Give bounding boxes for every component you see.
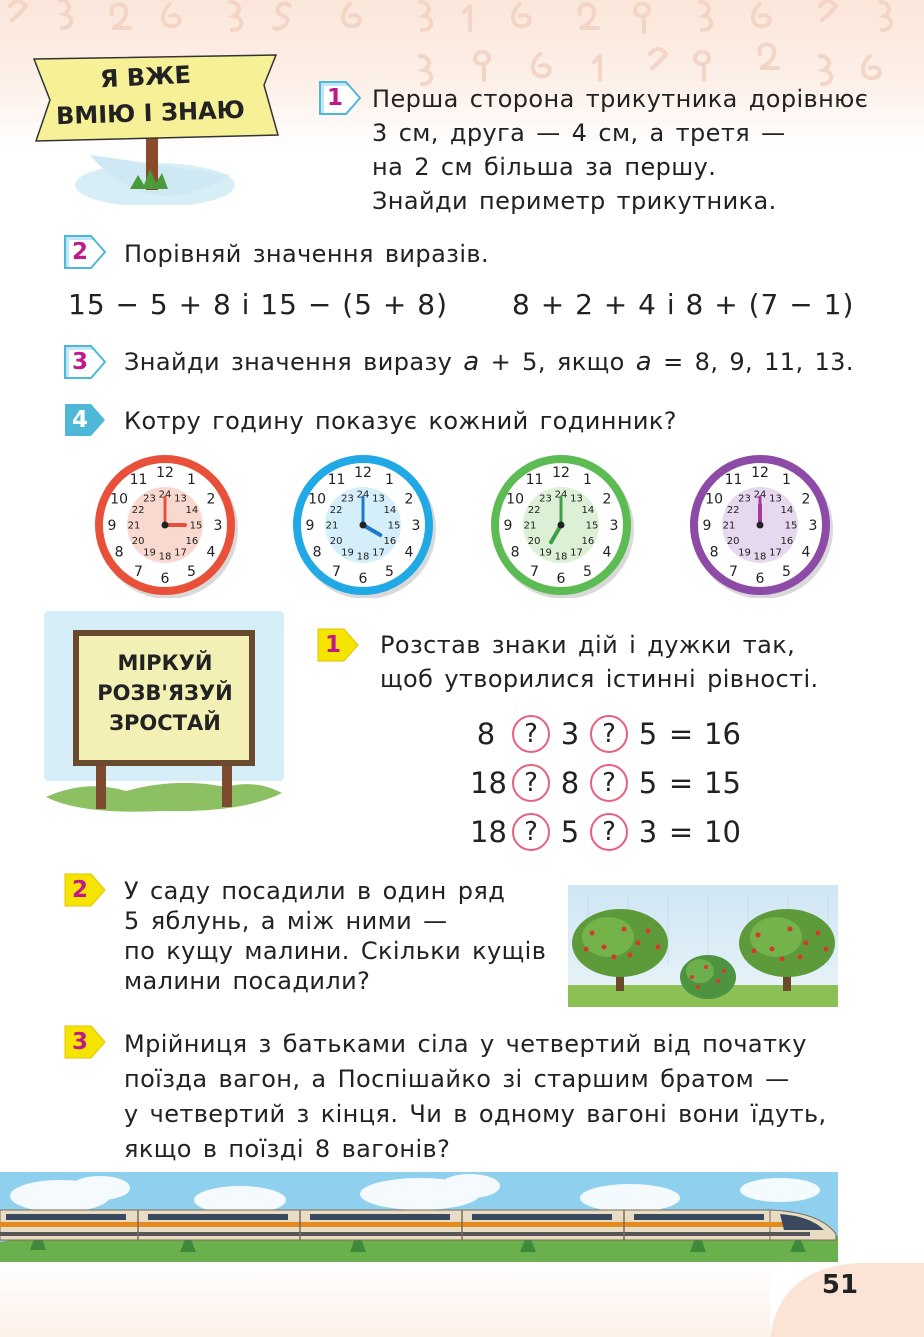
operator-blank[interactable]: ? (512, 715, 550, 753)
operator-blank[interactable]: ? (590, 715, 628, 753)
page-number: 51 (821, 1270, 859, 1300)
clock-24h-label: 18 (554, 551, 568, 563)
clock-24h-label: 22 (329, 505, 343, 516)
clock-24h-label: 15 (585, 520, 599, 532)
clock-hour-label: 8 (709, 544, 719, 561)
clock-24h-label: 23 (738, 493, 751, 505)
clock-hour-label: 4 (602, 544, 612, 561)
clock-24h-label: 20 (329, 536, 343, 547)
clock-24h-label: 23 (539, 493, 552, 505)
eq-number: 8 (560, 766, 580, 800)
clock-24h-label: 20 (726, 536, 740, 547)
clock-24h-label: 19 (738, 547, 751, 559)
task-badge-4a (63, 400, 109, 440)
text-line: 5 яблунь, а між ними — (124, 907, 448, 935)
expression-left: 15 − 5 + 8 і 15 − (5 + 8) (68, 288, 448, 321)
clock-24h-label: 14 (780, 505, 794, 516)
task-1a-text (372, 82, 872, 218)
clock-hour-label: 12 (156, 465, 174, 481)
clock-hour-label: 11 (525, 472, 544, 489)
clock-center-pin (162, 522, 169, 529)
clock-hour-label: 3 (213, 518, 223, 534)
badge-number: 4 (71, 407, 88, 433)
footer-band (0, 1262, 770, 1337)
eq-number: 18 (470, 766, 507, 800)
text-line: 3 см, друга — 4 см, а третя — (372, 119, 786, 147)
equals-sign: = (668, 815, 694, 849)
clock-24h-label: 21 (325, 520, 339, 532)
variable-a: a (463, 347, 480, 377)
text-line: якщо в поїзді 8 вагонів? (124, 1135, 451, 1163)
clock-1 (92, 452, 238, 602)
clock-hour-label: 4 (801, 544, 811, 561)
sign-line-1: МІРКУЙ (117, 651, 213, 675)
sign-i-know (20, 45, 290, 205)
equals-sign: = (668, 766, 694, 800)
task-badge-1a (318, 78, 364, 118)
clock-24h-label: 24 (753, 489, 767, 501)
clock-hour-label: 5 (385, 563, 394, 580)
clock-24h-label: 15 (189, 520, 203, 532)
clock-hour-label: 8 (312, 544, 322, 561)
text-line: поїзда вагон, а Поспішайко зі старшим братом — (124, 1065, 790, 1093)
clock-hour-label: 7 (530, 563, 539, 580)
clock-hour-label: 11 (129, 472, 148, 489)
task-badge-1b (316, 625, 362, 665)
operator-blank[interactable]: ? (512, 764, 550, 802)
task-badge-3b (63, 1022, 109, 1062)
text-line: малини посадили? (124, 967, 371, 995)
task-badge-2a (63, 232, 109, 272)
clock-hour-label: 4 (206, 544, 216, 561)
badge-number: 3 (71, 349, 88, 375)
clock-hour-label: 1 (782, 472, 791, 489)
text-line: по кущу малини. Скільки кущів (124, 937, 547, 965)
sign-line-2: ВМІЮ І ЗНАЮ (55, 95, 246, 131)
equals-sign: = (668, 717, 694, 751)
text-line: У саду посадили в один ряд (124, 877, 506, 905)
clock-hour-label: 2 (404, 491, 414, 508)
clock-hour-label: 9 (305, 518, 315, 534)
clock-24h-label: 19 (341, 547, 354, 559)
clock-24h-label: 17 (769, 547, 782, 559)
equation-row (470, 715, 741, 753)
clock-hour-label: 8 (510, 544, 520, 561)
clock-24h-label: 22 (726, 505, 740, 516)
sign-line-3: ЗРОСТАЙ (109, 711, 221, 735)
text-part: Знайди значення виразу (124, 348, 464, 376)
clock-center-pin (558, 522, 565, 529)
clock-24h-label: 18 (753, 551, 767, 563)
clock-hour-label: 7 (332, 563, 341, 580)
text-part: + 5, якщо (479, 348, 636, 376)
operator-blank[interactable]: ? (590, 764, 628, 802)
sign-line-2: РОЗВ'ЯЗУЙ (97, 681, 233, 705)
clock-hour-label: 8 (114, 544, 124, 561)
clock-hour-label: 11 (724, 472, 743, 489)
clock-hour-label: 2 (206, 491, 216, 508)
clock-hour-label: 1 (385, 472, 394, 489)
clock-hour-label: 5 (782, 563, 791, 580)
task-2a-text: Порівняй значення виразів. (124, 240, 489, 268)
clock-hour-label: 9 (503, 518, 513, 534)
clock-hour-label: 3 (609, 518, 619, 534)
clock-face (290, 452, 436, 598)
task-badge-3a (63, 342, 109, 382)
task-3a-text (124, 345, 854, 379)
text-line: Знайди периметр трикутника. (372, 187, 777, 215)
clock-4 (687, 452, 833, 602)
clock-hour-label: 1 (583, 472, 592, 489)
clock-hour-label: 11 (327, 472, 346, 489)
clock-hour-label: 4 (404, 544, 414, 561)
clock-24h-label: 22 (527, 505, 541, 516)
clock-24h-label: 13 (769, 493, 782, 505)
sign-line-1: Я ВЖЕ (99, 60, 192, 94)
clock-24h-label: 23 (143, 493, 156, 505)
clock-2 (290, 452, 436, 602)
clock-24h-label: 17 (570, 547, 583, 559)
task-4a-text: Котру годину показує кожний годинник? (124, 407, 677, 435)
clock-hour-label: 6 (755, 571, 765, 587)
clock-24h-label: 16 (581, 536, 595, 547)
clock-hour-label: 6 (556, 571, 566, 587)
clock-face (92, 452, 238, 598)
operator-blank[interactable]: ? (590, 813, 628, 851)
clock-24h-label: 21 (127, 520, 141, 532)
task-2b-text (124, 876, 546, 996)
badge-number: 1 (324, 632, 341, 658)
clock-hour-label: 5 (187, 563, 196, 580)
clock-24h-label: 16 (185, 536, 199, 547)
clock-24h-label: 18 (158, 551, 172, 563)
text-line: Мрійниця з батьками сіла у четвертий від початку (124, 1030, 807, 1058)
text-line: щоб утворилися істинні рівності. (380, 665, 819, 693)
clock-24h-label: 20 (527, 536, 541, 547)
clock-hour-label: 2 (801, 491, 811, 508)
clock-24h-label: 16 (383, 536, 397, 547)
text-part: = 8, 9, 11, 13. (652, 348, 854, 376)
clock-24h-label: 15 (387, 520, 401, 532)
task-badge-2b (63, 870, 109, 910)
clock-hour-label: 9 (107, 518, 117, 534)
eq-result: 10 (704, 815, 741, 849)
clock-hour-label: 12 (354, 465, 372, 481)
variable-a: a (635, 347, 653, 377)
task-1b-text (380, 628, 819, 696)
clock-hour-label: 9 (702, 518, 712, 534)
eq-number: 8 (476, 717, 496, 751)
clock-24h-label: 24 (158, 489, 172, 501)
text-line: Розстав знаки дій і дужки так, (380, 631, 796, 659)
text-line: у четвертий з кінця. Чи в одному вагоні вони їдуть, (124, 1100, 827, 1128)
eq-number: 18 (470, 815, 507, 849)
clock-hour-label: 7 (134, 563, 143, 580)
eq-number: 5 (560, 815, 580, 849)
eq-number: 3 (560, 717, 580, 751)
clock-24h-label: 17 (372, 547, 385, 559)
clock-hour-label: 10 (308, 491, 327, 508)
operator-blank[interactable]: ? (512, 813, 550, 851)
garden-illustration (568, 885, 838, 1007)
badge-number: 2 (71, 239, 88, 265)
clock-24h-label: 19 (143, 547, 156, 559)
clock-hour-label: 12 (751, 465, 769, 481)
clock-3 (488, 452, 634, 602)
eq-result: 16 (704, 717, 741, 751)
clock-hour-label: 2 (602, 491, 612, 508)
clock-hour-label: 5 (583, 563, 592, 580)
clock-24h-label: 21 (722, 520, 736, 532)
task-3b-text (124, 1027, 827, 1167)
clock-hour-label: 10 (506, 491, 525, 508)
sign-think-solve-grow (40, 605, 290, 820)
text-line: на 2 см більша за першу. (372, 153, 717, 181)
clock-24h-label: 17 (174, 547, 187, 559)
clock-hour-label: 1 (187, 472, 196, 489)
clock-24h-label: 24 (554, 489, 568, 501)
clock-hour-label: 12 (552, 465, 570, 481)
eq-number: 3 (638, 815, 658, 849)
clock-24h-label: 20 (131, 536, 145, 547)
clock-24h-label: 18 (356, 551, 370, 563)
clock-24h-label: 22 (131, 505, 145, 516)
train-illustration (0, 1172, 838, 1262)
clock-24h-label: 19 (539, 547, 552, 559)
clock-24h-label: 13 (570, 493, 583, 505)
expression-right: 8 + 2 + 4 і 8 + (7 − 1) (512, 288, 855, 321)
clock-24h-label: 13 (372, 493, 385, 505)
equation-row (470, 813, 741, 851)
clock-face (687, 452, 833, 598)
eq-result: 15 (704, 766, 741, 800)
clock-24h-label: 14 (581, 505, 595, 516)
clock-center-pin (360, 522, 367, 529)
clock-24h-label: 24 (356, 489, 370, 501)
clock-24h-label: 21 (523, 520, 537, 532)
clock-hour-label: 7 (729, 563, 738, 580)
clock-hour-label: 3 (808, 518, 818, 534)
equation-row (470, 764, 741, 802)
badge-number: 1 (326, 85, 343, 111)
eq-number: 5 (638, 717, 658, 751)
clock-24h-label: 23 (341, 493, 354, 505)
clock-hour-label: 10 (705, 491, 724, 508)
badge-number: 3 (71, 1029, 88, 1055)
clock-hour-label: 3 (411, 518, 421, 534)
clock-24h-label: 16 (780, 536, 794, 547)
badge-number: 2 (71, 877, 88, 903)
clock-24h-label: 15 (784, 520, 798, 532)
clock-24h-label: 13 (174, 493, 187, 505)
clock-hour-label: 10 (110, 491, 129, 508)
text-line: Перша сторона трикутника дорівнює (372, 85, 869, 113)
clock-face (488, 452, 634, 598)
clock-hour-label: 6 (160, 571, 170, 587)
clock-24h-label: 14 (383, 505, 397, 516)
eq-number: 5 (638, 766, 658, 800)
clock-hour-label: 6 (358, 571, 368, 587)
clock-24h-label: 14 (185, 505, 199, 516)
clock-center-pin (757, 522, 764, 529)
